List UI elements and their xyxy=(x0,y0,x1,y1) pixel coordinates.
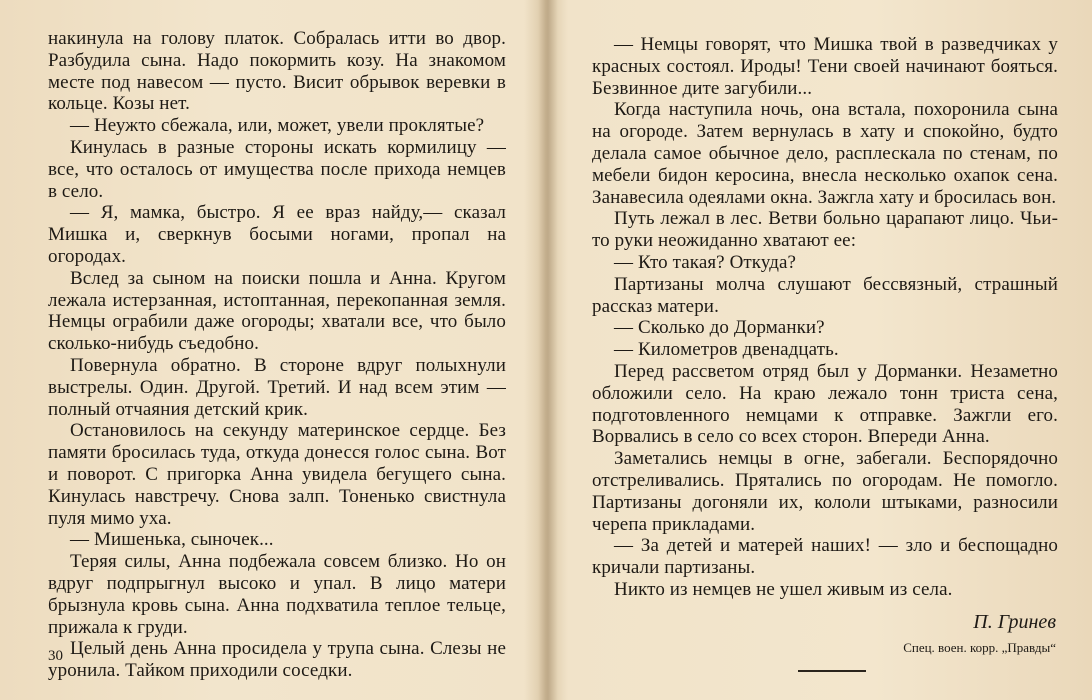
author-role: Спец. воен. корр. „Правды“ xyxy=(903,639,1056,655)
paragraph: Перед рассветом отряд был у Дорманки. Незаметно обложили село. На краю лежало тонн триста сена, подготовленного немцами к отправке. Зажгли его. Ворвались в село со всех сторон. Впереди Анна. xyxy=(592,360,1058,448)
author-signature: П. Гринев xyxy=(973,610,1056,633)
paragraph: — Килoметров двенадцать. xyxy=(614,339,839,361)
paragraph: Целый день Анна просидела у трупа сына. Слезы не уронила. Тайком приходили соседки. xyxy=(48,638,506,682)
end-rule xyxy=(798,670,866,672)
paragraph: Вслед за сыном на поиски пошла и Анна. Кругом лежала истерзанная, истоптанная, перекопанная земля. Немцы ограбили даже огороды; хватали все, что было сколько-нибудь съедобно. xyxy=(48,267,506,355)
paragraph: Повернула обратно. В стороне вдруг полыхнули выстрелы. Один. Другой. Третий. И над всем этим — полный отчаяния детский крик. xyxy=(48,354,506,420)
paragraph: Когда наступила ночь, она встала, похоронила сына на огороде. Затем вернулась в хату и спокойно, будто делала самое обычное дело, расплескала по стенам, по мебели бидон керосина, внесла несколько охапок сена. Занавесила одеялами окна. Зажгла хату и бросилась вон. xyxy=(592,99,1058,208)
right-page xyxy=(592,34,1058,672)
paragraph: Партизаны молча слушают бессвязный, страшный рассказ матери. xyxy=(592,273,1058,317)
paragraph: Остановилось на секунду материнское сердце. Без памяти бросилась туда, откуда донесся голос сына. Вот и поворот. С пригорка Анна увидела бегущего сына. Кинулась навстречу. Снова залп. Тоненько свистнула пуля мимо уха. xyxy=(48,420,506,529)
paragraph: Заметались немцы в огне, забегали. Беспорядочно отстреливались. Прятались по огородам. Не помогло. Партизаны догоняли их, кололи штыками, разносили черепа прикладами. xyxy=(592,448,1058,535)
paragraph: накинула на голову платок. Собралась итти во двор. Разбудила сына. Надо покормить козу. На знакомом месте под навесом — пусто. Висит обрывок веревки в кольце. Козы нет. xyxy=(48,28,506,115)
paragraph: Путь лежал в лес. Ветви больно царапают лицо. Чьи-то руки неожиданно хватают ее: xyxy=(592,208,1058,252)
paragraph: Кинулась в разные стороны искать кормилицу — все, что осталось от имущества после прихода немцев в село. xyxy=(48,136,506,202)
paragraph: — За детей и матерей наших! — зло и беспощадно кричали партизаны. xyxy=(592,535,1058,579)
paragraph: Теряя силы, Анна подбежала совсем близко. Но он вдруг подпрыгнул высоко и упал. В лицо матери брызнула кровь сына. Анна подхватила теплое тельце, прижала к груди. xyxy=(48,551,506,638)
paragraph: Никто из немцев не ушел живым из села. xyxy=(614,578,953,600)
paragraph: — Сколько до Дорманки? xyxy=(614,317,825,339)
left-page xyxy=(48,28,506,682)
page-number: 30 xyxy=(48,648,63,664)
paragraph: — Кто такая? Откуда? xyxy=(614,251,797,273)
paragraph: — Неужто сбежала, или, может, увели проклятые? xyxy=(70,115,485,137)
paragraph: — Я, мамка, быстро. Я ее враз найду,— сказал Мишка и, сверкнув босыми ногами, пропал на огородах. xyxy=(48,202,506,267)
paragraph: — Мишенька, сыночек... xyxy=(70,529,274,551)
book-gutter xyxy=(538,0,558,700)
paragraph: — Немцы говорят, что Мишка твой в разведчиках у красных состоял. Ироды! Тени своей начинают бояться. Безвинное дите загубили... xyxy=(592,34,1058,99)
